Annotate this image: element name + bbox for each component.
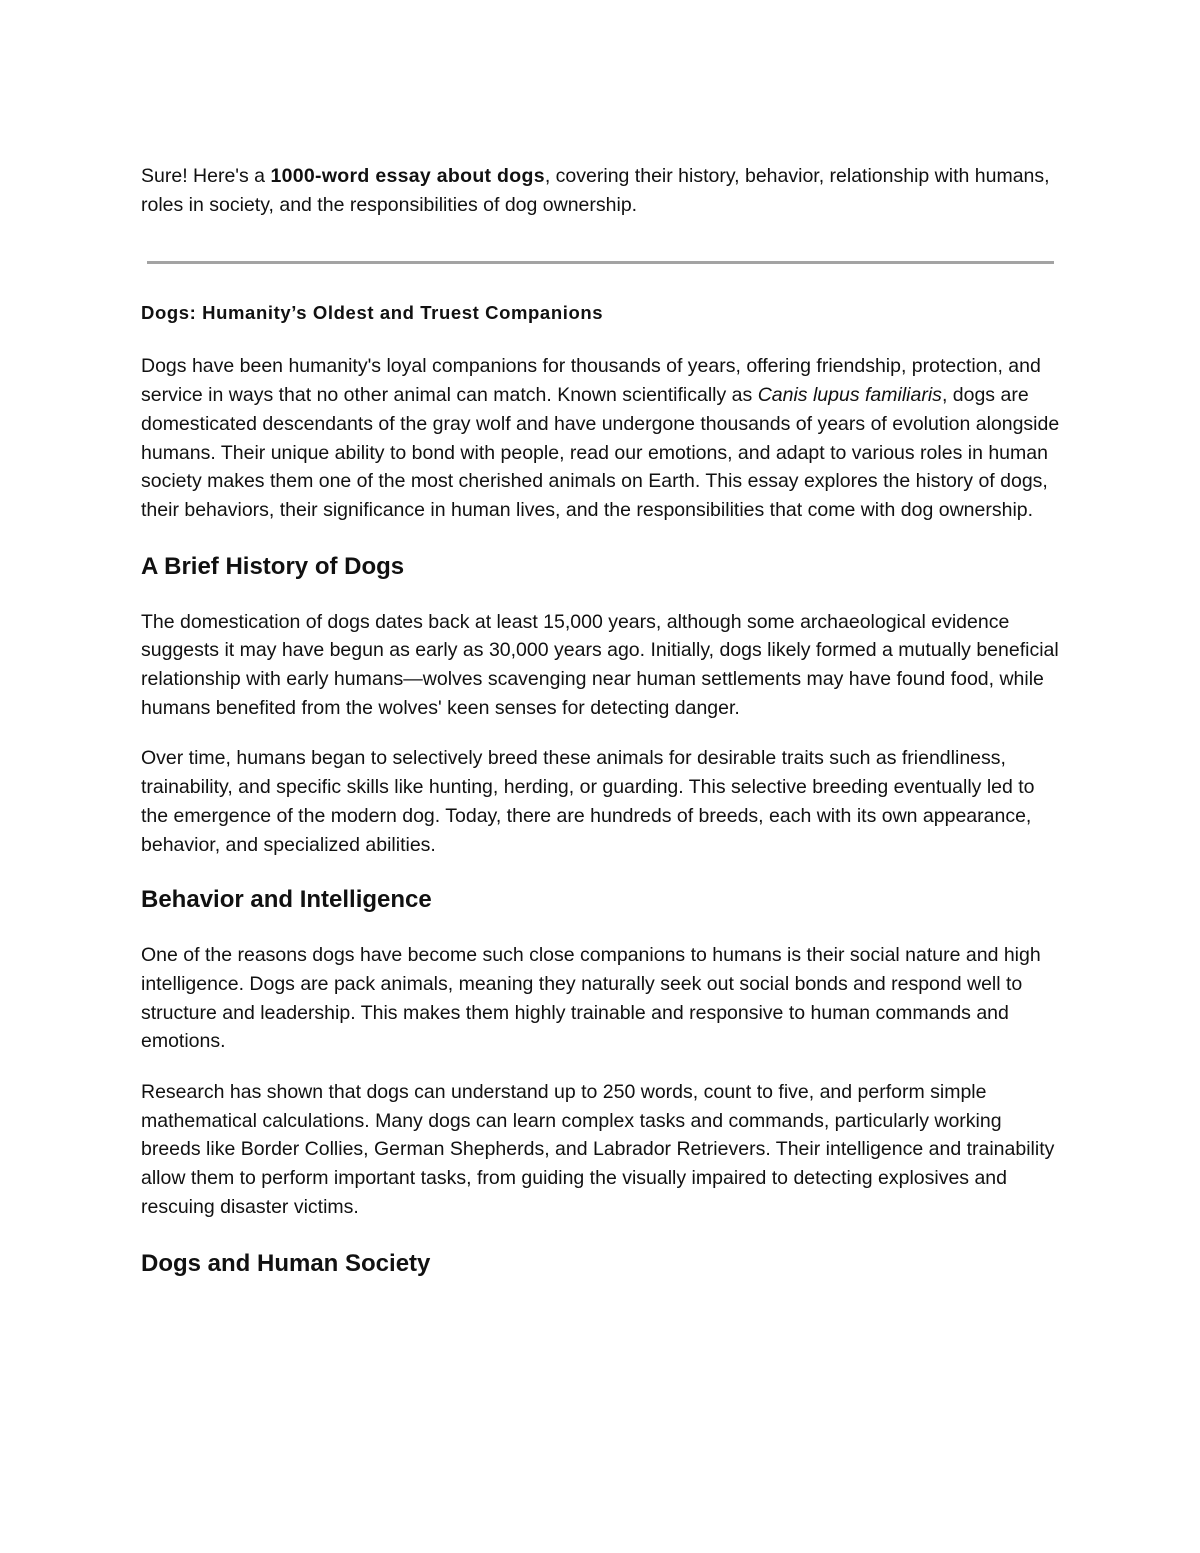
behavior-paragraph-2: Research has shown that dogs can understand up to 250 words, count to five, and perform simple mathematical calculations. Many dogs can learn complex tasks and commands, particularly working breeds like Border Collies, German Shepherds, and Labrador Retrievers. Their intelligence and trainability allow them to perform important tasks, from guiding the visually impaired to detecting explosives and rescuing disaster victims. [141, 1081, 1055, 1218]
intro-text-after: , covering their history, behavior, relationship with humans, roles in society, and the responsibilities of dog ownership. [141, 165, 1050, 216]
scientific-name: Canis lupus familiaris [757, 384, 942, 407]
heading-history: A Brief History of Dogs [141, 552, 405, 580]
intro-paragraph [141, 162, 1061, 219]
opening-text-part2: , dogs are domesticated descendants of the gray wolf and have undergone thousands of years of evolution alongside humans. Their unique ability to bond with people, read our emotions, and adapt to various roles in human society makes them one of the most cherished animals on Earth. This essay explores the history of dogs, their behaviors, their significance in human lives, and the responsibilities that come with dog ownership. [141, 384, 1060, 521]
intro-bold-phrase: 1000-word essay about dogs [270, 165, 545, 187]
opening-paragraph [141, 352, 1061, 524]
opening-text-part1: Dogs have been humanity's loyal companions for thousands of years, offering friendship, protection, and service in ways that no other animal can match. Known scientifically as [141, 355, 1041, 407]
history-paragraph-2: Over time, humans began to selectively breed these animals for desirable traits such as friendliness, trainability, and specific skills like hunting, herding, or guarding. This selective breeding eventually led to the emergence of the modern dog. Today, there are hundreds of breeds, each with its own appearance, behavior, and specialized abilities. [141, 747, 1035, 856]
heading-behavior: Behavior and Intelligence [141, 886, 432, 914]
horizontal-divider [147, 261, 1054, 264]
essay-title: Dogs: Humanity’s Oldest and Truest Companions [141, 302, 604, 324]
document-page [141, 162, 1061, 1279]
heading-society: Dogs and Human Society [141, 1249, 431, 1277]
behavior-paragraph-1: One of the reasons dogs have become such close companions to humans is their social nature and high intelligence. Dogs are pack animals, meaning they naturally seek out social bonds and respond well to structure and leadership. This makes them highly trainable and responsive to human commands and emotions. [141, 944, 1041, 1053]
history-paragraph-1: The domestication of dogs dates back at least 15,000 years, although some archaeological evidence suggests it may have begun as early as 30,000 years ago. Initially, dogs likely formed a mutually beneficial relationship with early humans—wolves scavenging near human settlements may have found food, while humans benefited from the wolves' keen senses for detecting danger. [141, 610, 1059, 719]
intro-text-before: Sure! Here's a [141, 165, 271, 187]
